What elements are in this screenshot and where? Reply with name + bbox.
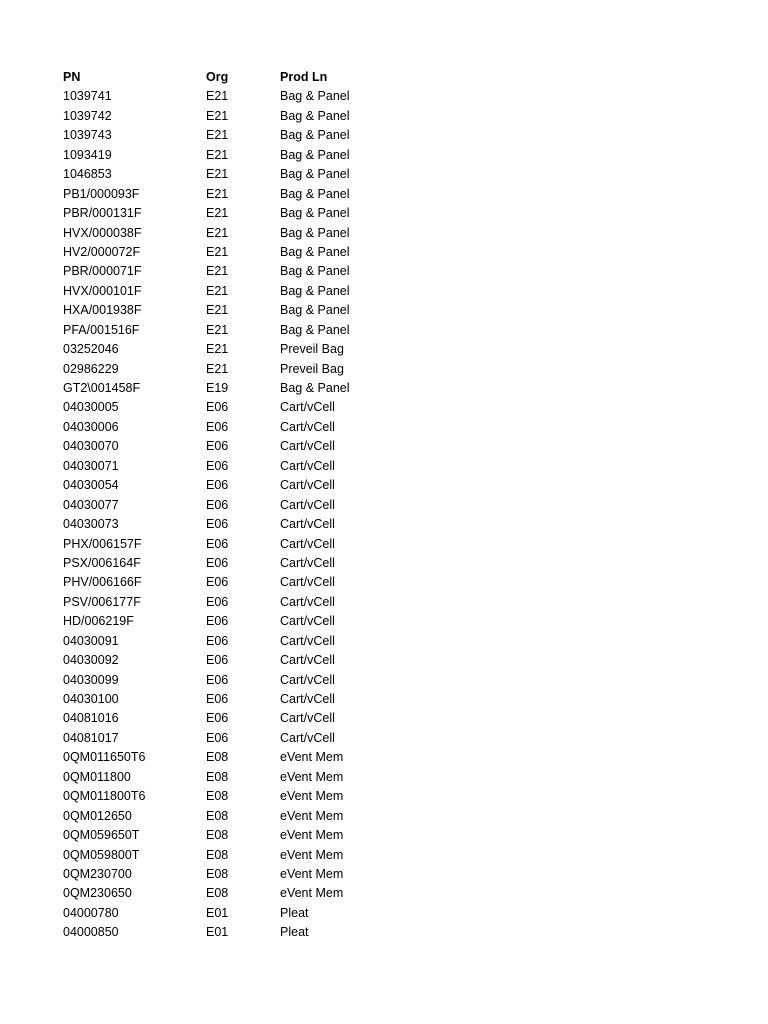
cell-org: E21 (206, 167, 229, 182)
cell-prod-ln: Bag & Panel (280, 244, 350, 259)
cell-pn: 04000850 (63, 925, 119, 940)
cell-org: E21 (206, 244, 229, 259)
cell-pn: 04030091 (63, 633, 119, 648)
table-row (63, 418, 483, 437)
cell-pn: 1046853 (63, 167, 112, 182)
cell-prod-ln: Cart/vCell (280, 419, 335, 434)
cell-org: E06 (206, 536, 229, 551)
cell-pn: 04030077 (63, 497, 119, 512)
cell-pn: PBR/000071F (63, 264, 142, 279)
table-row (63, 787, 483, 806)
cell-prod-ln: Bag & Panel (280, 167, 350, 182)
cell-pn: 0QM011800T6 (63, 789, 146, 804)
cell-org: E21 (206, 361, 229, 376)
parts-table (63, 68, 483, 943)
table-row (63, 126, 483, 145)
table-row (63, 593, 483, 612)
cell-prod-ln: eVent Mem (280, 886, 344, 901)
cell-org: E06 (206, 458, 229, 473)
table-row (63, 632, 483, 651)
cell-prod-ln: Cart/vCell (280, 614, 335, 629)
cell-pn: PBR/000131F (63, 206, 142, 221)
cell-pn: 02986229 (63, 361, 119, 376)
table-row (63, 496, 483, 515)
cell-pn: 04030099 (63, 672, 119, 687)
cell-org: E06 (206, 633, 229, 648)
cell-org: E21 (206, 342, 229, 357)
cell-prod-ln: Bag & Panel (280, 128, 350, 143)
cell-org: E08 (206, 847, 229, 862)
cell-pn: HVX/000101F (63, 283, 142, 298)
cell-pn: 1039742 (63, 108, 112, 123)
table-row (63, 535, 483, 554)
table-row (63, 923, 483, 942)
table-row (63, 748, 483, 767)
cell-pn: HXA/001938F (63, 303, 142, 318)
header-org: Org (206, 70, 229, 84)
cell-pn: HV2/000072F (63, 244, 141, 259)
cell-org: E21 (206, 108, 229, 123)
cell-prod-ln: Cart/vCell (280, 672, 335, 687)
cell-prod-ln: Bag & Panel (280, 264, 350, 279)
cell-pn: 04030054 (63, 478, 119, 493)
cell-prod-ln: eVent Mem (280, 847, 344, 862)
table-row (63, 398, 483, 417)
cell-pn: PSX/006164F (63, 555, 141, 570)
cell-prod-ln: Cart/vCell (280, 633, 335, 648)
cell-prod-ln: Cart/vCell (280, 653, 335, 668)
cell-prod-ln: eVent Mem (280, 789, 344, 804)
table-row (63, 554, 483, 573)
cell-prod-ln: Cart/vCell (280, 730, 335, 745)
cell-prod-ln: Cart/vCell (280, 497, 335, 512)
cell-org: E06 (206, 575, 229, 590)
table-row (63, 515, 483, 534)
table-row (63, 437, 483, 456)
cell-org: E01 (206, 925, 229, 940)
cell-pn: 04030005 (63, 400, 119, 415)
table-row (63, 729, 483, 748)
table-row (63, 185, 483, 204)
cell-prod-ln: Cart/vCell (280, 711, 335, 726)
cell-pn: 0QM059800T (63, 847, 140, 862)
table-row (63, 826, 483, 845)
cell-prod-ln: Cart/vCell (280, 575, 335, 590)
cell-org: E21 (206, 303, 229, 318)
cell-prod-ln: Preveil Bag (280, 342, 344, 357)
table-row (63, 884, 483, 903)
cell-pn: 04030092 (63, 653, 119, 668)
table-row (63, 87, 483, 106)
table-row (63, 846, 483, 865)
cell-org: E08 (206, 789, 229, 804)
cell-prod-ln: Cart/vCell (280, 439, 335, 454)
table-row (63, 224, 483, 243)
cell-prod-ln: Preveil Bag (280, 361, 344, 376)
cell-org: E06 (206, 439, 229, 454)
cell-org: E21 (206, 128, 229, 143)
cell-prod-ln: Cart/vCell (280, 400, 335, 415)
cell-prod-ln: Cart/vCell (280, 458, 335, 473)
table-header-row (63, 68, 483, 87)
cell-org: E21 (206, 186, 229, 201)
header-pn: PN (63, 70, 81, 84)
table-row (63, 360, 483, 379)
cell-org: E08 (206, 828, 229, 843)
cell-pn: 1093419 (63, 147, 112, 162)
cell-org: E06 (206, 730, 229, 745)
cell-org: E08 (206, 769, 229, 784)
cell-pn: 0QM011800 (63, 769, 131, 784)
cell-pn: HVX/000038F (63, 225, 142, 240)
cell-pn: 04081017 (63, 730, 119, 745)
cell-org: E21 (206, 322, 229, 337)
cell-prod-ln: Bag & Panel (280, 322, 350, 337)
cell-prod-ln: Bag & Panel (280, 225, 350, 240)
table-row (63, 262, 483, 281)
table-row (63, 612, 483, 631)
cell-prod-ln: eVent Mem (280, 828, 344, 843)
cell-prod-ln: Cart/vCell (280, 692, 335, 706)
cell-prod-ln: Pleat (280, 925, 309, 940)
table-row (63, 476, 483, 495)
table-row (63, 573, 483, 592)
cell-prod-ln: Bag & Panel (280, 283, 350, 298)
cell-org: E21 (206, 147, 229, 162)
cell-prod-ln: Bag & Panel (280, 303, 350, 318)
cell-pn: 0QM230700 (63, 866, 132, 881)
table-row (63, 671, 483, 690)
cell-org: E01 (206, 905, 229, 920)
table-row (63, 904, 483, 923)
cell-prod-ln: Pleat (280, 905, 309, 920)
cell-prod-ln: Bag & Panel (280, 381, 350, 395)
cell-org: E06 (206, 419, 229, 434)
cell-prod-ln: Bag & Panel (280, 147, 350, 162)
cell-pn: 04000780 (63, 905, 119, 920)
cell-org: E06 (206, 400, 229, 415)
table-row (63, 651, 483, 670)
cell-prod-ln: Bag & Panel (280, 108, 350, 123)
cell-org: E21 (206, 89, 229, 104)
cell-prod-ln: Bag & Panel (280, 206, 350, 221)
cell-org: E21 (206, 225, 229, 240)
cell-pn: 0QM059650T (63, 828, 140, 843)
cell-pn: 04030070 (63, 439, 119, 454)
table-row (63, 321, 483, 340)
cell-prod-ln: eVent Mem (280, 808, 344, 823)
cell-org: E08 (206, 808, 229, 823)
cell-pn: PSV/006177F (63, 594, 141, 609)
cell-pn: 1039743 (63, 128, 112, 143)
cell-org: E06 (206, 692, 229, 706)
cell-pn: PFA/001516F (63, 322, 140, 337)
table-row (63, 768, 483, 787)
cell-prod-ln: Cart/vCell (280, 555, 335, 570)
table-row (63, 301, 483, 320)
cell-pn: 04030100 (63, 692, 119, 706)
table-row (63, 165, 483, 184)
cell-org: E08 (206, 886, 229, 901)
table-row (63, 709, 483, 728)
cell-org: E08 (206, 866, 229, 881)
cell-prod-ln: eVent Mem (280, 866, 344, 881)
cell-pn: PHX/006157F (63, 536, 142, 551)
cell-prod-ln: Cart/vCell (280, 517, 335, 532)
cell-org: E08 (206, 750, 229, 765)
cell-org: E06 (206, 555, 229, 570)
cell-pn: 04030071 (63, 458, 119, 473)
cell-prod-ln: eVent Mem (280, 769, 344, 784)
table-row (63, 865, 483, 884)
cell-pn: 0QM230650 (63, 886, 132, 901)
cell-pn: PHV/006166F (63, 575, 142, 590)
cell-org: E21 (206, 206, 229, 221)
table-row (63, 204, 483, 223)
table-row (63, 690, 483, 709)
cell-org: E21 (206, 283, 229, 298)
cell-pn: HD/006219F (63, 614, 134, 629)
cell-prod-ln: Bag & Panel (280, 89, 350, 104)
cell-org: E06 (206, 653, 229, 668)
cell-prod-ln: Bag & Panel (280, 186, 350, 201)
cell-org: E06 (206, 497, 229, 512)
cell-prod-ln: eVent Mem (280, 750, 344, 765)
cell-pn: 0QM011650T6 (63, 750, 146, 765)
table-row (63, 379, 483, 398)
cell-org: E06 (206, 614, 229, 629)
table-row (63, 807, 483, 826)
cell-pn: 1039741 (63, 89, 112, 104)
table-row (63, 107, 483, 126)
table-row (63, 243, 483, 262)
cell-prod-ln: Cart/vCell (280, 478, 335, 493)
table-body (63, 87, 483, 942)
cell-prod-ln: Cart/vCell (280, 536, 335, 551)
table-row (63, 340, 483, 359)
table-row (63, 457, 483, 476)
cell-org: E21 (206, 264, 229, 279)
table-row (63, 146, 483, 165)
cell-pn: 04030006 (63, 419, 119, 434)
cell-pn: PB1/000093F (63, 186, 140, 201)
table-row (63, 282, 483, 301)
cell-pn: 04030073 (63, 517, 119, 532)
cell-org: E06 (206, 711, 229, 726)
cell-org: E06 (206, 672, 229, 687)
cell-pn: 04081016 (63, 711, 119, 726)
cell-prod-ln: Cart/vCell (280, 594, 335, 609)
cell-org: E19 (206, 381, 229, 395)
cell-pn: GT2\001458F (63, 381, 141, 395)
cell-org: E06 (206, 517, 229, 532)
cell-pn: 0QM012650 (63, 808, 132, 823)
cell-org: E06 (206, 594, 229, 609)
cell-pn: 03252046 (63, 342, 119, 357)
cell-org: E06 (206, 478, 229, 493)
header-prod-ln: Prod Ln (280, 70, 328, 84)
